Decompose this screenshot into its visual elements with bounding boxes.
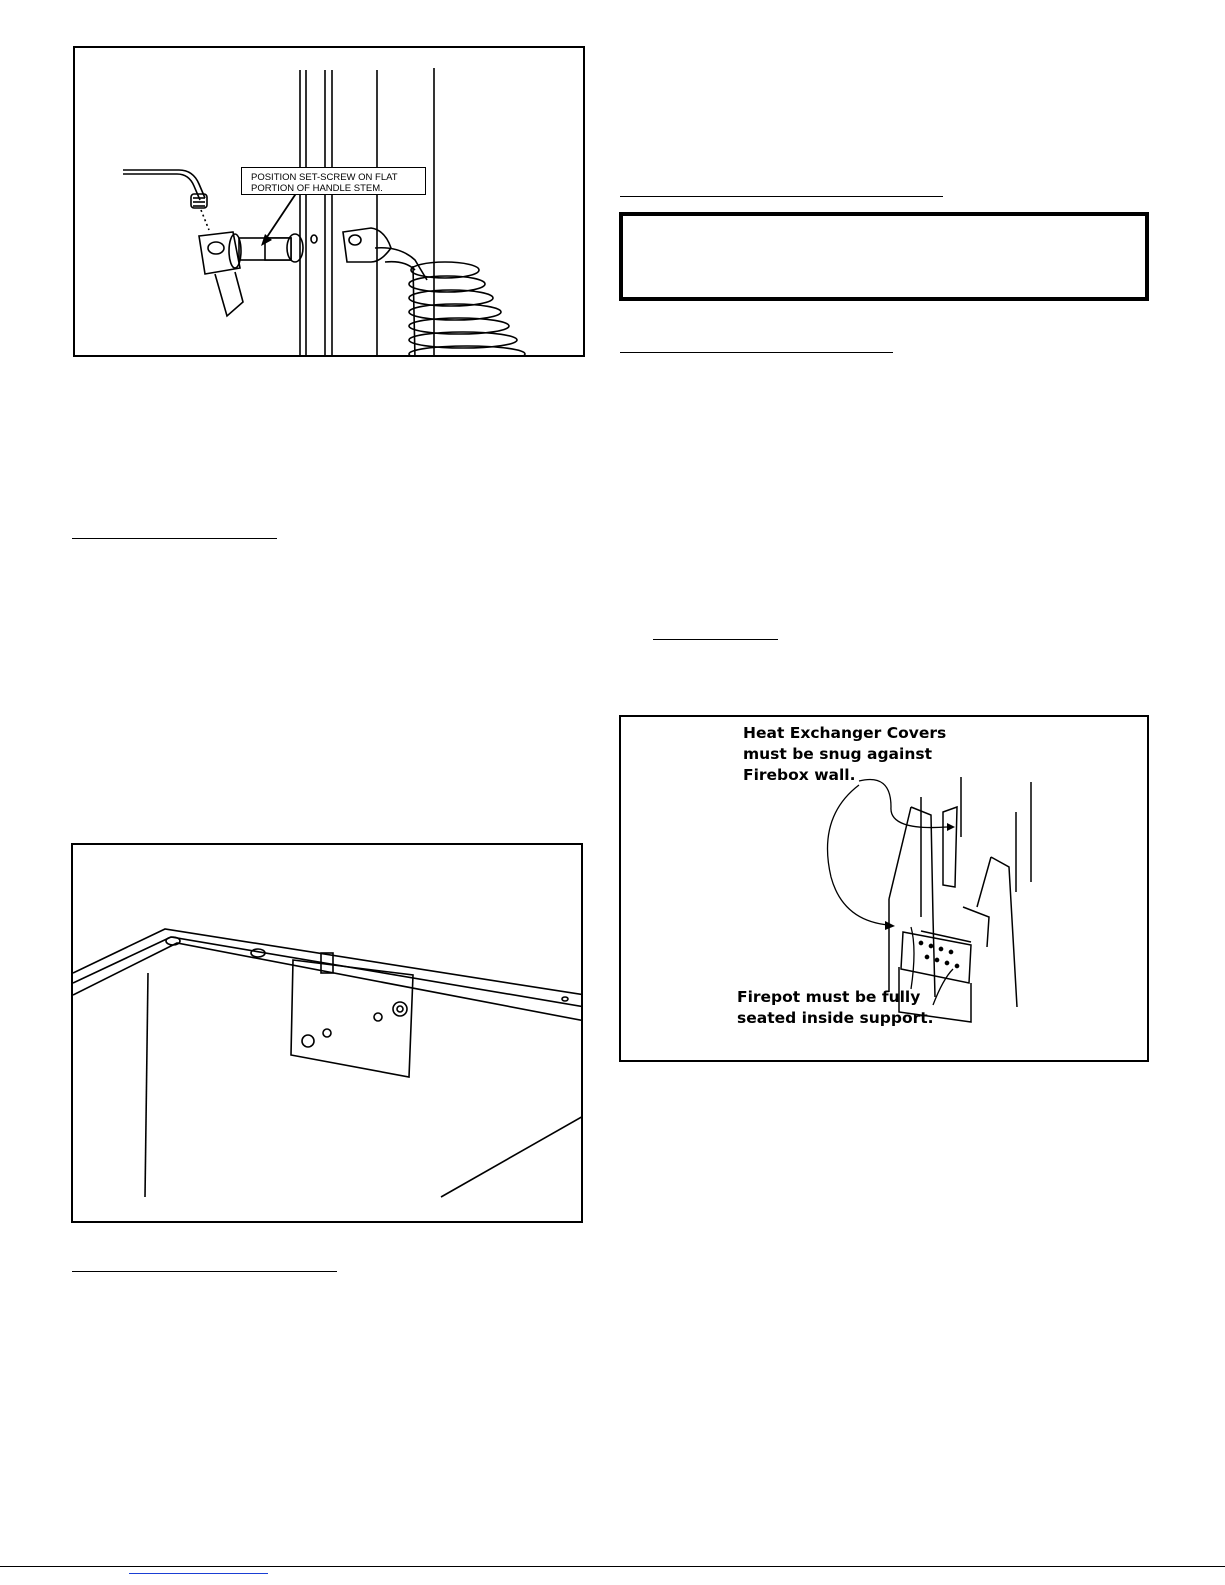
section-heading-underline — [620, 352, 893, 353]
setscrew-illustration — [75, 48, 585, 357]
figure-firepot — [619, 715, 1149, 1062]
setscrew-callout-text: POSITION SET-SCREW ON FLAT PORTION OF HANDLE STEM. — [251, 172, 398, 194]
callout-arrow-icon — [885, 921, 895, 930]
section-heading-underline — [72, 1271, 337, 1272]
heat-exchanger-callout: Heat Exchanger Covers must be snug against Firebox wall. — [743, 724, 947, 784]
section-heading-underline — [620, 196, 943, 197]
warning-box — [619, 212, 1149, 301]
firepot-callout: Firepot must be fully seated inside support. — [737, 988, 934, 1027]
figure-bracket — [71, 843, 583, 1223]
bracket-illustration — [73, 845, 583, 1223]
figure-setscrew-handle — [73, 46, 585, 357]
callout-arrow-icon — [947, 823, 955, 831]
setscrew-callout — [241, 167, 426, 195]
footer-rule — [0, 1566, 1225, 1567]
footer-link-underline[interactable] — [129, 1573, 268, 1574]
section-heading-underline — [653, 639, 778, 640]
section-heading-underline — [72, 538, 277, 539]
